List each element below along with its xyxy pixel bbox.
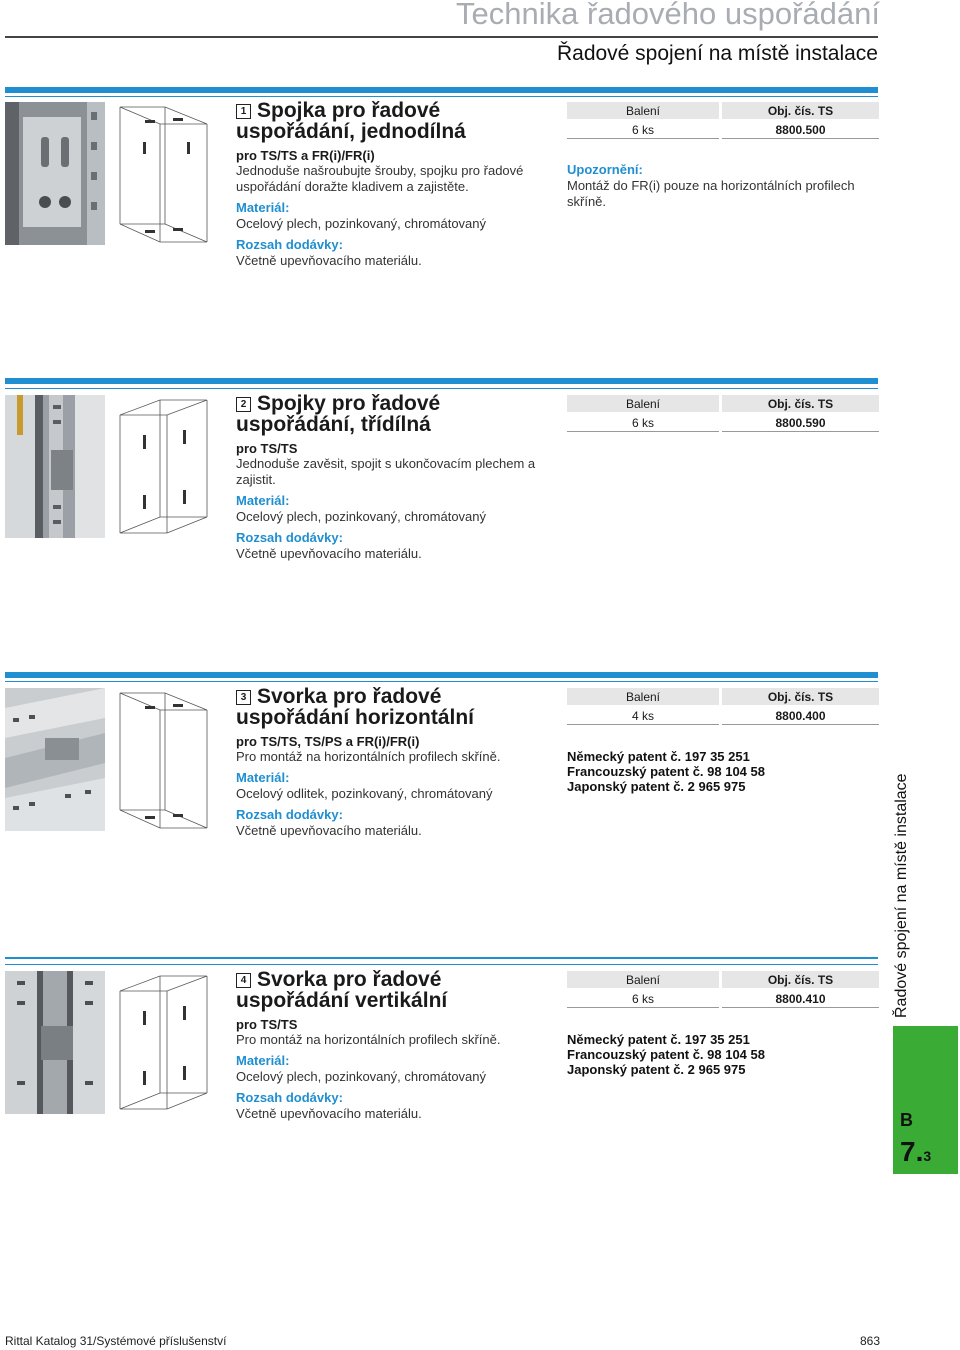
product-photo-1 — [5, 102, 105, 245]
product-1-text — [236, 100, 546, 269]
product-number: 1 — [236, 104, 251, 119]
product-for: pro TS/TS a FR(i)/FR(i) — [236, 148, 375, 163]
material-label: Materiál: — [236, 770, 290, 785]
section-divider-thin — [5, 964, 878, 965]
product-photo-4 — [5, 971, 105, 1114]
product-description: Pro montáž na horizontálních profilech skříně. — [236, 749, 501, 764]
patent-jp: Japonský patent č. 2 965 975 — [567, 1062, 746, 1077]
patents-3 — [567, 749, 877, 794]
product-title — [236, 100, 546, 142]
side-tab-chapter — [900, 1136, 931, 1168]
table-cell-order: 8800.500 — [721, 120, 880, 139]
product-title-text: Spojky pro řadové uspořádání, třídílná — [236, 392, 441, 436]
product-description: Jednoduše zavěsit, spojit s ukončovacím plechem a zajistit. — [236, 456, 536, 487]
order-table-4 — [567, 971, 879, 1008]
order-table-2 — [567, 395, 879, 432]
section-divider-thin — [5, 96, 878, 97]
header-title: Technika řadového uspořádání — [456, 0, 880, 31]
material-value: Ocelový plech, pozinkovaný, chromátovaný — [236, 216, 487, 231]
material-value: Ocelový plech, pozinkovaný, chromátovaný — [236, 509, 487, 524]
product-title-text: Svorka pro řadové uspořádání horizontální — [236, 685, 475, 729]
delivery-label: Rozsah dodávky: — [236, 807, 343, 822]
product-for: pro TS/TS, TS/PS a FR(i)/FR(i) — [236, 734, 420, 749]
table-cell-pack: 6 ks — [567, 413, 721, 432]
product-for: pro TS/TS — [236, 1017, 298, 1032]
table-header-pack: Balení — [567, 688, 721, 706]
note-label: Upozornění: — [567, 162, 643, 177]
note-text: Montáž do FR(i) pouze na horizontálních profilech skříně. — [567, 178, 855, 209]
delivery-value: Včetně upevňovacího materiálu. — [236, 1106, 422, 1121]
material-value: Ocelový plech, pozinkovaný, chromátovaný — [236, 1069, 487, 1084]
table-cell-order: 8800.590 — [721, 413, 880, 432]
patent-jp: Japonský patent č. 2 965 975 — [567, 779, 746, 794]
table-cell-pack: 6 ks — [567, 989, 721, 1008]
patent-fr: Francouzský patent č. 98 104 58 — [567, 764, 765, 779]
section-divider-thick — [5, 378, 878, 384]
delivery-label: Rozsah dodávky: — [236, 237, 343, 252]
delivery-value: Včetně upevňovacího materiálu. — [236, 253, 422, 268]
product-description: Pro montáž na horizontálních profilech skříně. — [236, 1032, 501, 1047]
table-cell-order: 8800.400 — [721, 706, 880, 725]
product-1-note — [567, 162, 877, 210]
product-2-text — [236, 393, 551, 562]
cabinet-wireframe-3 — [115, 688, 210, 831]
footer-catalog: Rittal Katalog 31/Systémové příslušenství — [5, 1334, 227, 1348]
product-title — [236, 393, 551, 435]
table-header-order: Obj. čís. TS — [721, 688, 880, 706]
delivery-value: Včetně upevňovacího materiálu. — [236, 823, 422, 838]
section-divider-thick — [5, 87, 878, 93]
section-divider-thick — [5, 672, 878, 678]
patent-fr: Francouzský patent č. 98 104 58 — [567, 1047, 765, 1062]
cabinet-wireframe-4 — [115, 971, 210, 1114]
cabinet-wireframe-2 — [115, 395, 210, 538]
header-subtitle: Řadové spojení na místě instalace — [556, 42, 878, 65]
table-cell-pack: 4 ks — [567, 706, 721, 725]
table-cell-order: 8800.410 — [721, 989, 880, 1008]
material-label: Materiál: — [236, 1053, 290, 1068]
order-table-1 — [567, 102, 879, 139]
table-header-order: Obj. čís. TS — [721, 971, 880, 989]
product-number: 3 — [236, 690, 251, 705]
product-title-text: Spojka pro řadové uspořádání, jednodílná — [236, 99, 466, 143]
product-description: Jednoduše našroubujte šrouby, spojku pro řadové uspořádání doražte kladivem a zajistěte. — [236, 163, 524, 194]
product-number: 2 — [236, 397, 251, 412]
product-number: 4 — [236, 973, 251, 988]
side-tab-label: Řadové spojení na místě instalace — [893, 773, 910, 1018]
side-tab-chapter-sub: 3 — [923, 1148, 932, 1164]
table-header-order: Obj. čís. TS — [721, 102, 880, 120]
section-divider-thin — [5, 388, 878, 389]
section-divider-thin — [5, 681, 878, 682]
table-cell-pack: 6 ks — [567, 120, 721, 139]
patents-4 — [567, 1032, 877, 1077]
table-header-pack: Balení — [567, 971, 721, 989]
material-label: Materiál: — [236, 493, 290, 508]
product-photo-3 — [5, 688, 105, 831]
product-3-text — [236, 686, 551, 839]
cabinet-wireframe-1 — [115, 102, 210, 245]
delivery-label: Rozsah dodávky: — [236, 530, 343, 545]
product-title — [236, 686, 551, 728]
material-label: Materiál: — [236, 200, 290, 215]
product-title-text: Svorka pro řadové uspořádání vertikální — [236, 968, 448, 1012]
delivery-label: Rozsah dodávky: — [236, 1090, 343, 1105]
material-value: Ocelový odlitek, pozinkovaný, chromátovaný — [236, 786, 493, 801]
table-header-pack: Balení — [567, 395, 721, 413]
table-header-pack: Balení — [567, 102, 721, 120]
side-tab-letter: B — [900, 1110, 913, 1130]
patent-de: Německý patent č. 197 35 251 — [567, 1032, 750, 1047]
delivery-value: Včetně upevňovacího materiálu. — [236, 546, 422, 561]
order-table-3 — [567, 688, 879, 725]
product-for: pro TS/TS — [236, 441, 298, 456]
header-divider — [5, 36, 878, 38]
patent-de: Německý patent č. 197 35 251 — [567, 749, 750, 764]
page-number: 863 — [859, 1334, 880, 1348]
product-photo-2 — [5, 395, 105, 538]
table-header-order: Obj. čís. TS — [721, 395, 880, 413]
section-divider-thin — [5, 957, 878, 959]
product-title — [236, 969, 551, 1011]
product-4-text — [236, 969, 551, 1122]
side-tab-chapter-main: 7. — [900, 1136, 924, 1167]
